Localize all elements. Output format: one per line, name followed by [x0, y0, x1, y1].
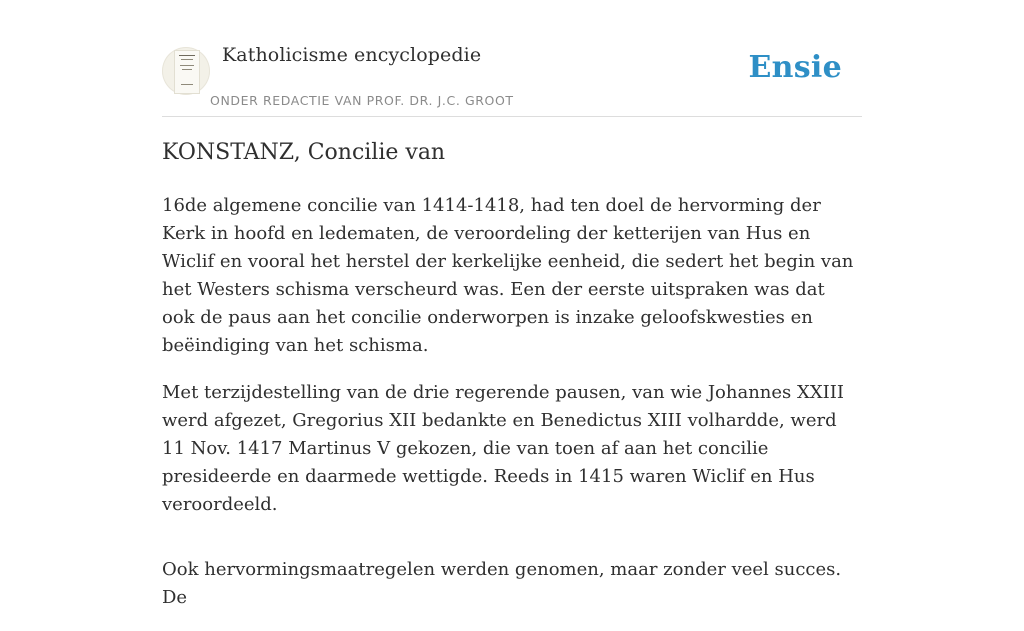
- site-header: [162, 0, 862, 117]
- entry-title: KONSTANZ, Concilie van: [162, 140, 446, 165]
- entry-paragraph-3: Ook hervormingsmaatregelen werden genomen, maar zonder veel succes. De: [162, 559, 842, 608]
- entry-paragraph-2: Met terzijdestelling van de drie regerende pausen, van wie Johannes XXIII werd afgezet, Gregorius XII bedankte en Benedictus XIII volhardde, werd 11 Nov. 1417 Martinus V gekozen, die van toen af aan het concilie presideerde en daarmede wettigde. Reeds in 1415 waren Wiclif en Hus veroordeeld.: [162, 382, 844, 515]
- editor-credit: ONDER REDACTIE VAN PROF. DR. J.C. GROOT: [210, 93, 514, 108]
- ensie-logo-link[interactable]: Ensie: [748, 50, 842, 85]
- book-cover-thumbnail[interactable]: [162, 47, 210, 95]
- entry-paragraph-1: 16de algemene concilie van 1414-1418, had ten doel de hervorming der Kerk in hoofd en ledematen, de veroordeling der ketterijen van Hus en Wiclif en vooral het herstel der kerkelijke eenheid, die sedert het begin van het Westers schisma verscheurd was. Een der eerste uitspraken was dat ook de paus aan het concilie onderworpen is inzake geloofskwesties en beëindiging van het schisma.: [162, 195, 854, 356]
- book-cover-page: [174, 50, 200, 94]
- encyclopedia-title[interactable]: Katholicisme encyclopedie: [222, 44, 482, 66]
- content-container: [162, 0, 862, 608]
- entry-body: [162, 192, 862, 631]
